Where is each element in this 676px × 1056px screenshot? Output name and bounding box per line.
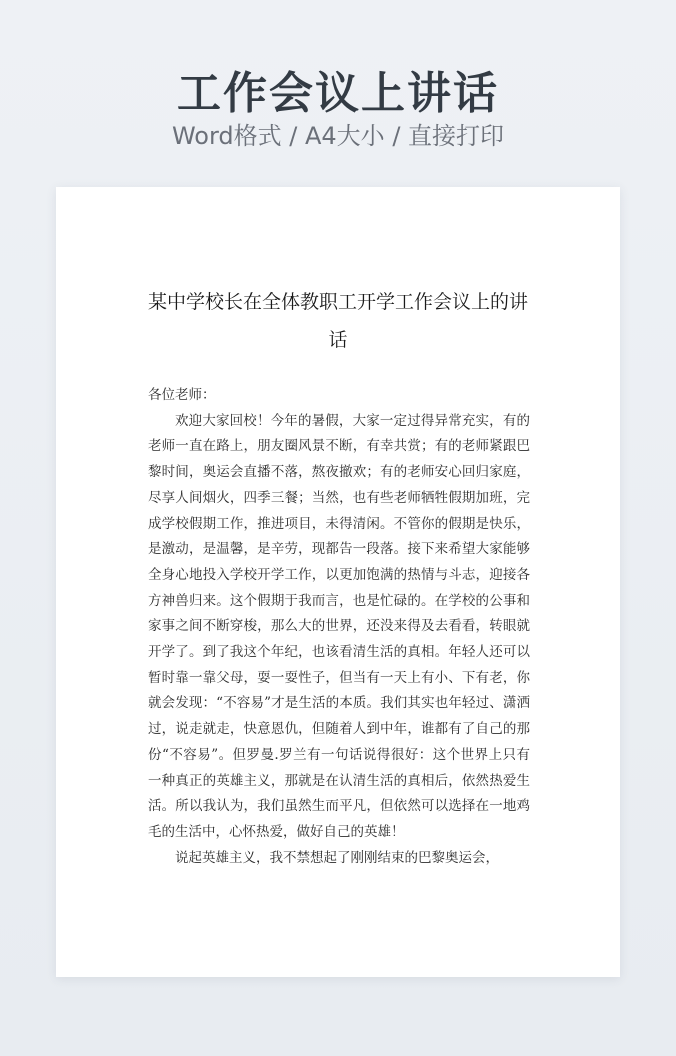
document-body: [148, 383, 530, 871]
body-paragraph: 说起英雄主义，我不禁想起了刚刚结束的巴黎奥运会，: [175, 849, 499, 866]
document-title: 某中学校长在全体教职工开学工作会议上的讲话: [147, 291, 528, 351]
banner-subtitle: Word格式 / A4大小 / 直接打印: [171, 122, 505, 150]
body-paragraph: 欢迎大家回校！今年的暑假，大家一定过得异常充实，有的老师一直在路上，朋友圈风景不断，有幸共赏；有的老师紧跟巴黎时间，奥运会直播不落，熬夜撤欢；有的老师安心回归家庭，尽享人间烟火，四季三餐；当然，也有些老师牺牲假期加班，完成学校假期工作，推进项目，未得清闲。不管你的假期是快乐，是激动，是温馨，是辛劳，现都告一段落。接下来希望大家能够全身心地投入学校开学工作，以更加饱满的热情与斗志，迎接各方神兽归来。这个假期于我而言，也是忙碌的。在学校的公事和家事之间不断穿梭，那么大的世界，还没来得及去看看，转眼就开学了。到了我这个年纪，也该看清生活的真相。年轻人还可以暂时靠一靠父母，耍一耍性子，但当有一天上有小、下有老，你就会发现：“不容易”才是生活的本质。我们其实也年轻过、潇洒过，说走就走，快意恩仇，但随着人到中年，谁都有了自己的那份“不容易”。但罗曼.罗兰有一句话说得很好：这个世界上只有一种真正的英雄主义，那就是在认清生活的真相后，依然热爱生活。所以我认为，我们虽然生而平凡，但依然可以选择在一地鸡毛的生活中，心怀热爱，做好自己的英雄！: [148, 412, 530, 840]
salutation: 各位老师：: [148, 387, 216, 403]
document-page: [56, 187, 620, 977]
banner-title: 工作会议上讲话: [177, 68, 499, 119]
